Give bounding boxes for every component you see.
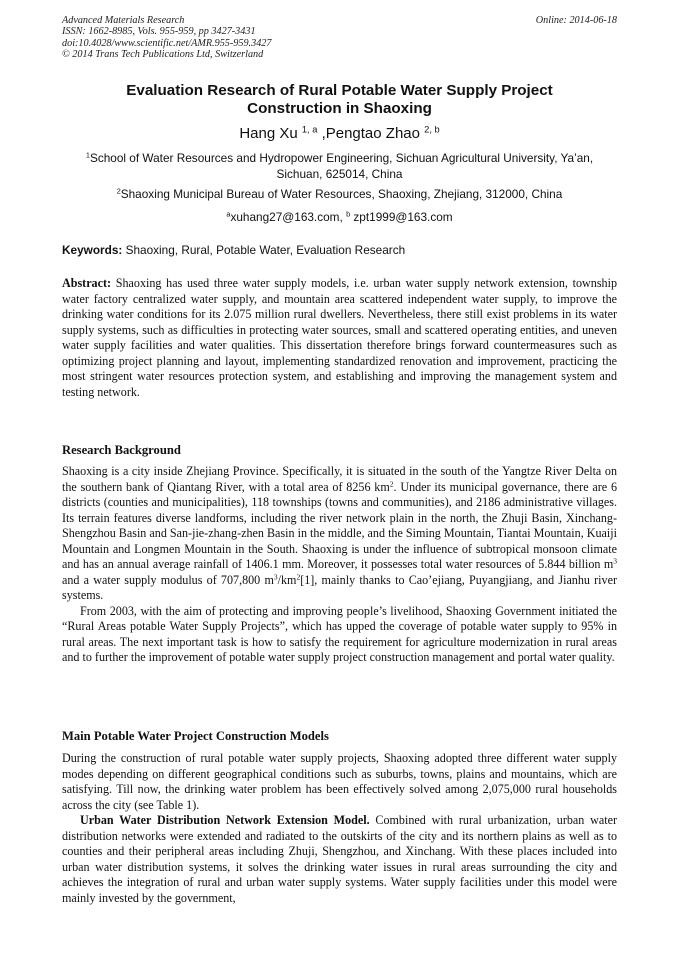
abstract-label: Abstract: — [62, 276, 112, 290]
section-heading-construction-models: Main Potable Water Project Construction Models — [62, 729, 329, 743]
abstract — [62, 276, 617, 400]
paragraph-text: . Under its municipal governance, there are 6 districts (counties and municipalities), 118 townships (towns and communities), and 2186 administrative villages. Its terrain features diverse landforms, including the river network plain in the north, the Zhuji Basin, Xinchang-Shengzhou Basin and San-jie-zhang-zhen Basin in the middle, and the Siming Mountain, Tiantai Mountain, Kuaiji Mountain and Longmen Mountain in the South. Shaoxing is under the influence of subtropical monsoon climate and has an annual average rainfall of 1406.1 mm. Moreover, it possesses total water resources of 5.844 billion m — [62, 479, 618, 571]
affiliation-2 — [62, 186, 617, 202]
paragraph — [62, 464, 617, 604]
section-research-background — [62, 464, 617, 666]
author-separator: , — [321, 125, 326, 142]
superscript: 2 — [389, 479, 394, 488]
paragraph: During the construction of rural potable water supply projects, Shaoxing adopted three different water supply modes depending on different geographical conditions such as suburbs, towns, plains and mountains, which are satisfying. Till now, the drinking water problem has been effectively solved among 2,075,000 rural households across the city (see Table 1). — [62, 751, 617, 812]
journal-header — [62, 15, 617, 61]
author-emails — [62, 209, 617, 225]
affiliation-2-text: Shaoxing Municipal Bureau of Water Resources, Shaoxing, Zhejiang, 312000, China — [120, 187, 563, 201]
affiliation-1 — [62, 150, 617, 182]
affiliation-1-text: School of Water Resources and Hydropower Engineering, Sichuan Agricultural University, Ya’an, Sichuan, 625014, China — [89, 151, 594, 181]
run-in-heading: Urban Water Distribution Network Extension Model. — [80, 813, 370, 827]
paragraph-text: and a water supply modulus of 707,800 m — [62, 572, 274, 587]
issn-line: ISSN: 1662-8985, Vols. 955-959, pp 3427-3431 — [62, 26, 256, 38]
paper-title — [62, 82, 617, 118]
online-date: Online: 2014-06-18 — [535, 15, 617, 26]
copyright-line: © 2014 Trans Tech Publications Ltd, Switzerland — [62, 49, 264, 61]
email-a-marker: a — [226, 209, 231, 219]
superscript: 2 — [296, 572, 301, 581]
author-2-marker: 2, b — [424, 124, 440, 135]
doi-line: doi:10.4028/www.scientific.net/AMR.955-959.3427 — [62, 37, 272, 49]
keywords-text: Shaoxing, Rural, Potable Water, Evaluation Research — [125, 243, 406, 257]
paragraph — [62, 813, 617, 906]
affiliation-2-marker: 2 — [116, 186, 121, 196]
email-b: zpt1999@163.com — [353, 210, 453, 224]
author-1-marker: 1, a — [301, 124, 318, 135]
author-2: Pengtao Zhao — [325, 125, 420, 142]
affiliation-1-marker: 1 — [85, 150, 90, 160]
abstract-text: Shaoxing has used three water supply models, i.e. urban water supply network extension, township water factory centralized water supply, and mountain area scattered independent water supply, to improve the drinking water conditions for its 2.075 million rural dwellers. Nevertheless, there still exist problems in its water supply systems, such as difficulties in protecting water sources, small and scattered operating entities, and uneven water supply facilities and water qualities. This dissertation therefore brings forward countermeasures such as optimizing project planning and layout, implementing standardized renovation and improvement, practicing the most stringent water resources protection system, and establishing and improving the management system and testing network. — [62, 276, 617, 399]
email-a: xuhang27@163.com, — [230, 210, 343, 224]
section-heading-research-background: Research Background — [62, 443, 181, 457]
journal-name: Advanced Materials Research — [62, 15, 185, 26]
paragraph-text: Shaoxing is a city inside Zhejiang Province. Specifically, it is situated in the south of the Yangtze River Delta on the southern bank of Qiantang River, with a total area of 8256 km — [62, 464, 617, 494]
superscript: 3 — [273, 572, 278, 581]
author-1: Hang Xu — [239, 125, 298, 142]
email-b-marker: b — [346, 209, 351, 219]
paragraph-text: /km — [277, 572, 297, 587]
section-construction-models — [62, 751, 617, 906]
title-line-1: Evaluation Research of Rural Potable Water Supply Project — [126, 82, 553, 99]
paragraph: From 2003, with the aim of protecting and improving people’s livelihood, Shaoxing Government initiated the “Rural Areas potable Water Supply Projects”, which has upped the coverage of potable water supply to 95% in rural areas. The next important task is how to satisfy the requirement for agriculture modernization in rural areas and to further the improvement of potable water supply project construction management and portal water quality. — [62, 603, 617, 664]
keywords — [62, 242, 617, 258]
author-list — [62, 125, 617, 143]
paragraph-text: Combined with rural urbanization, urban water distribution networks were extended and radiated to the outskirts of the city and its northern plains as well as to counties and their peripheral areas including Zhuji, Shengzhou, and Xinchang. With these places included into urban water distribution systems, it solves the drinking water issues in rural areas surrounding the city and achieves the integration of rural and urban water supply systems. Water supply facilities under this model were mainly invested by the government, — [62, 813, 617, 905]
title-line-2: Construction in Shaoxing — [247, 100, 432, 117]
superscript: 3 — [613, 556, 617, 566]
keywords-label: Keywords: — [62, 243, 123, 257]
paragraph-text: [1], mainly thanks to Cao’ejiang, Puyangjiang, and Jianhu river systems. — [62, 572, 617, 602]
